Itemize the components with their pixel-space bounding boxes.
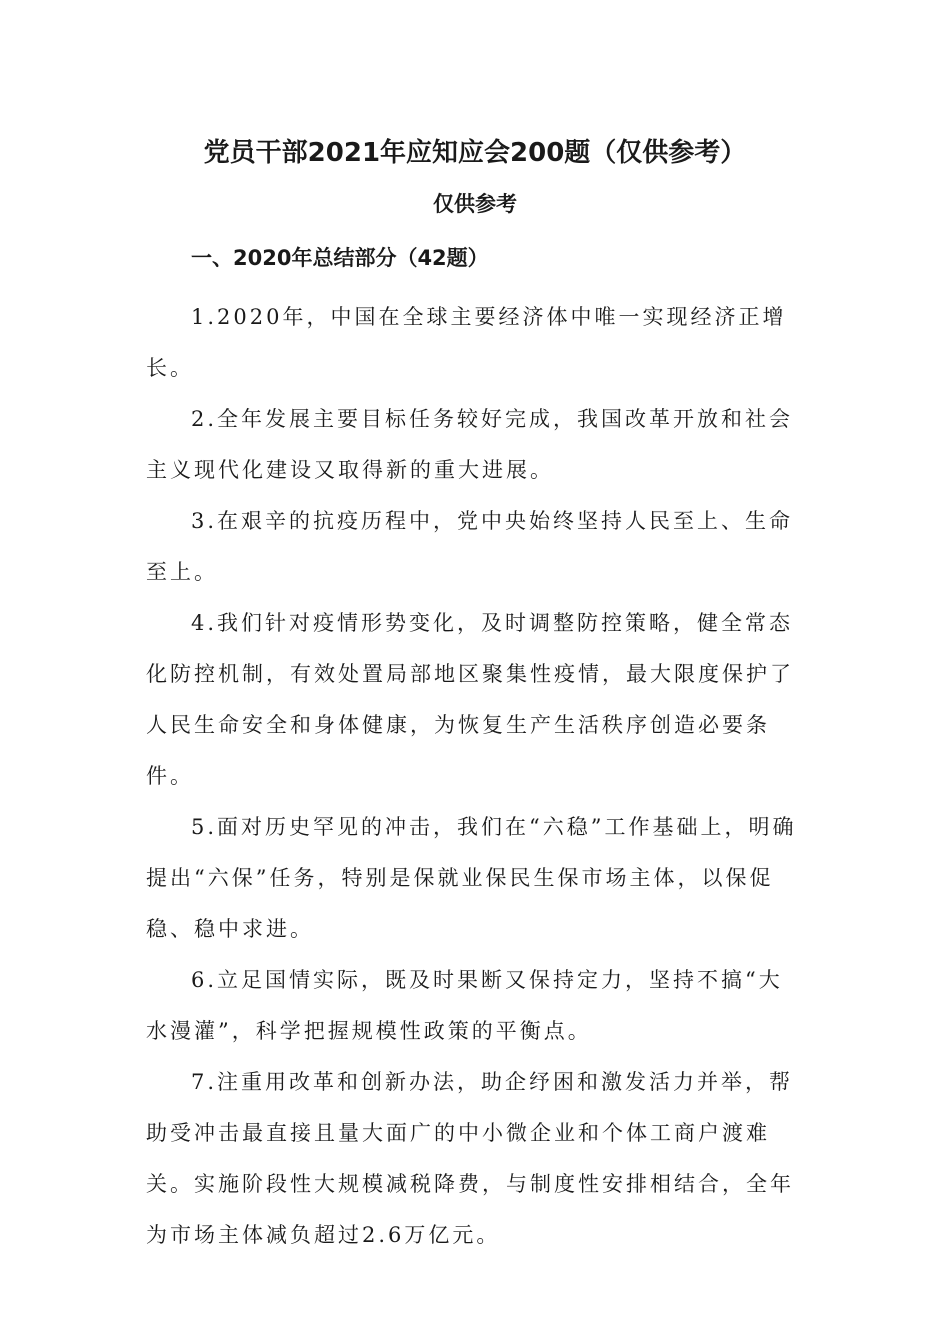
paragraph-1: 1.2020年，中国在全球主要经济体中唯一实现经济正增长。 [146,305,787,380]
document-title: 党员干部2021年应知应会200题（仅供参考） [203,138,747,168]
paragraph-7: 7.注重用改革和创新办法，助企纾困和激发活力并举，帮助受冲击最直接且量大面广的中小微企业和个体工商户渡难关。实施阶段性大规模减税降费，与制度性安排相结合，全年为市场主体减负超过2.6万亿元。 [146,1070,794,1247]
body-text [146,292,806,1261]
document-subtitle: 仅供参考 [433,192,517,216]
paragraph-6: 6.立足国情实际，既及时果断又保持定力，坚持不搞“大水漫灌”，科学把握规模性政策的平衡点。 [146,968,783,1043]
paragraph-2: 2.全年发展主要目标任务较好完成，我国改革开放和社会主义现代化建设又取得新的重大进展。 [146,407,794,482]
section-heading: 一、2020年总结部分（42题） [191,246,489,270]
paragraph-5: 5.面对历史罕见的冲击，我们在“六稳”工作基础上，明确提出“六保”任务，特别是保就业保民生保市场主体，以保促稳、稳中求进。 [146,815,797,941]
paragraph-4: 4.我们针对疫情形势变化，及时调整防控策略，健全常态化防控机制，有效处置局部地区聚集性疫情，最大限度保护了人民生命安全和身体健康，为恢复生产生活秩序创造必要条件。 [146,611,794,788]
paragraph-3: 3.在艰辛的抗疫历程中，党中央始终坚持人民至上、生命至上。 [146,509,794,584]
